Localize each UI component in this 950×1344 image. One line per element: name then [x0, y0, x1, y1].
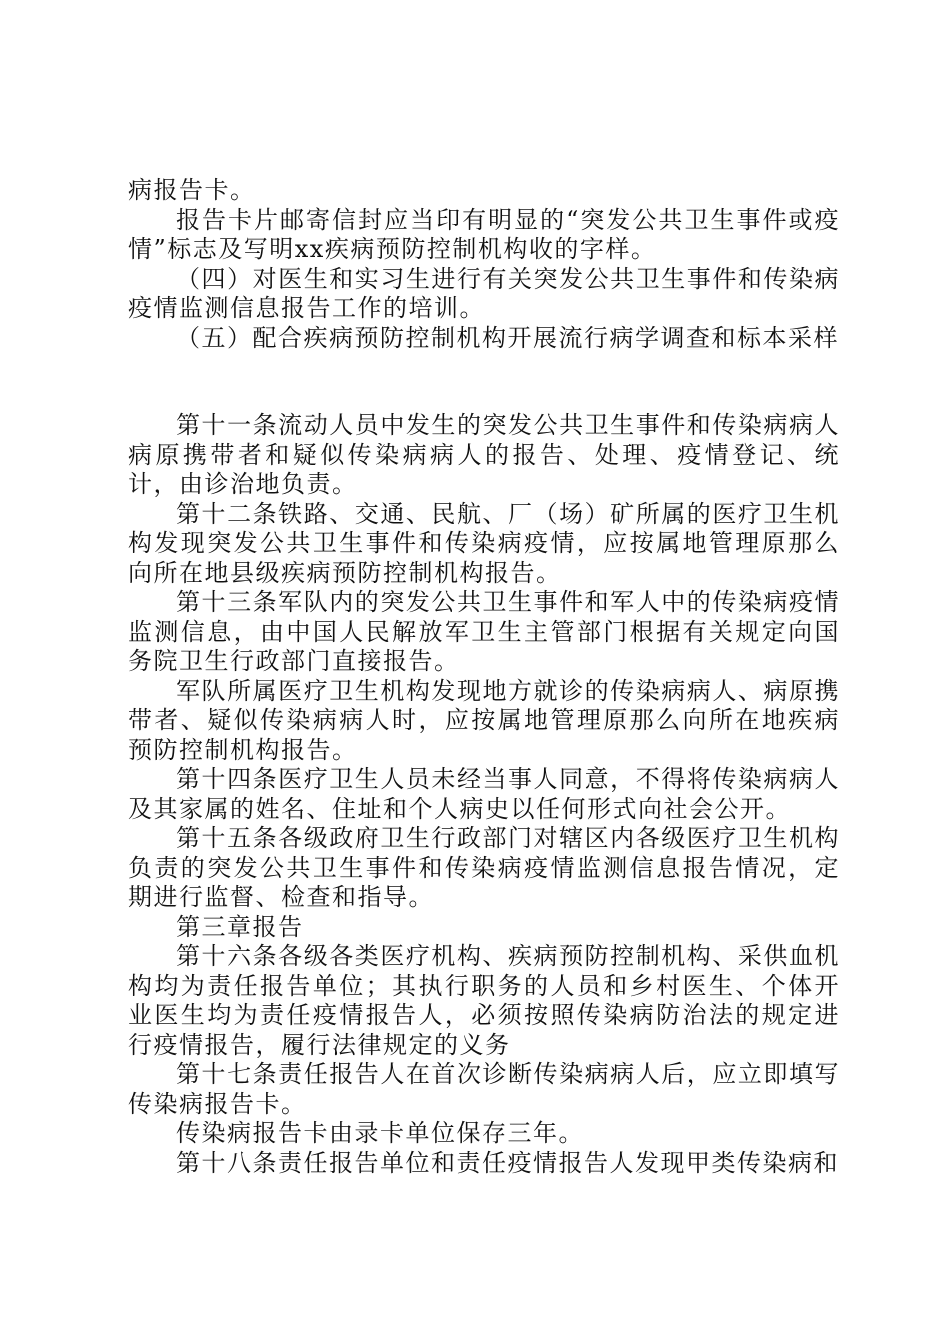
article-15: 第十五条各级政府卫生行政部门对辖区内各级医疗卫生机构负责的突发公共卫生事件和传染病疫情监测信息报告情况，定期进行监督、检查和指导。	[128, 824, 840, 911]
article-14: 第十四条医疗卫生人员未经当事人同意，不得将传染病病人及其家属的姓名、住址和个人病史以任何形式向社会公开。	[128, 765, 840, 823]
article-17: 第十七条责任报告人在首次诊断传染病病人后，应立即填写传染病报告卡。	[128, 1060, 840, 1118]
article-12: 第十二条铁路、交通、民航、厂（场）矿所属的医疗卫生机构发现突发公共卫生事件和传染病疫情，应按属地管理原那么向所在地县级疾病预防控制机构报告。	[128, 499, 840, 587]
paragraph: 军队所属医疗卫生机构发现地方就诊的传染病病人、病原携带者、疑似传染病病人时，应按属地管理原那么向所在地疾病预防控制机构报告。	[128, 676, 840, 764]
document-body	[128, 176, 840, 1178]
paragraph: 传染病报告卡由录卡单位保存三年。	[176, 1119, 584, 1147]
article-13: 第十三条军队内的突发公共卫生事件和军人中的传染病疫情监测信息，由中国人民解放军卫生主管部门根据有关规定向国务院卫生行政部门直接报告。	[128, 588, 840, 675]
paragraph: （四）对医生和实习生进行有关突发公共卫生事件和传染病疫情监测信息报告工作的培训。	[128, 264, 840, 322]
article-11: 第十一条流动人员中发生的突发公共卫生事件和传染病病人病原携带者和疑似传染病病人的报告、处理、疫情登记、统计，由诊治地负责。	[128, 411, 840, 498]
paragraph: （五）配合疾病预防控制机构开展流行病学调查和标本采样	[176, 323, 839, 352]
chapter-heading: 第三章报告	[176, 912, 304, 941]
blank-line	[128, 353, 840, 411]
paragraph: 报告卡片邮寄信封应当印有明显的“突发公共卫生事件或疫情”标志及写明xx疾病预防控制机构收的字样。	[128, 205, 840, 263]
paragraph: 病报告卡。	[128, 176, 256, 204]
article-16: 第十六条各级各类医疗机构、疾病预防控制机构、采供血机构均为责任报告单位；其执行职务的人员和乡村医生、个体开业医生均为责任疫情报告人，必须按照传染病防治法的规定进行疫情报告，履行法律规定的义务	[128, 942, 840, 1059]
article-18: 第十八条责任报告单位和责任疫情报告人发现甲类传染病和	[176, 1148, 839, 1177]
